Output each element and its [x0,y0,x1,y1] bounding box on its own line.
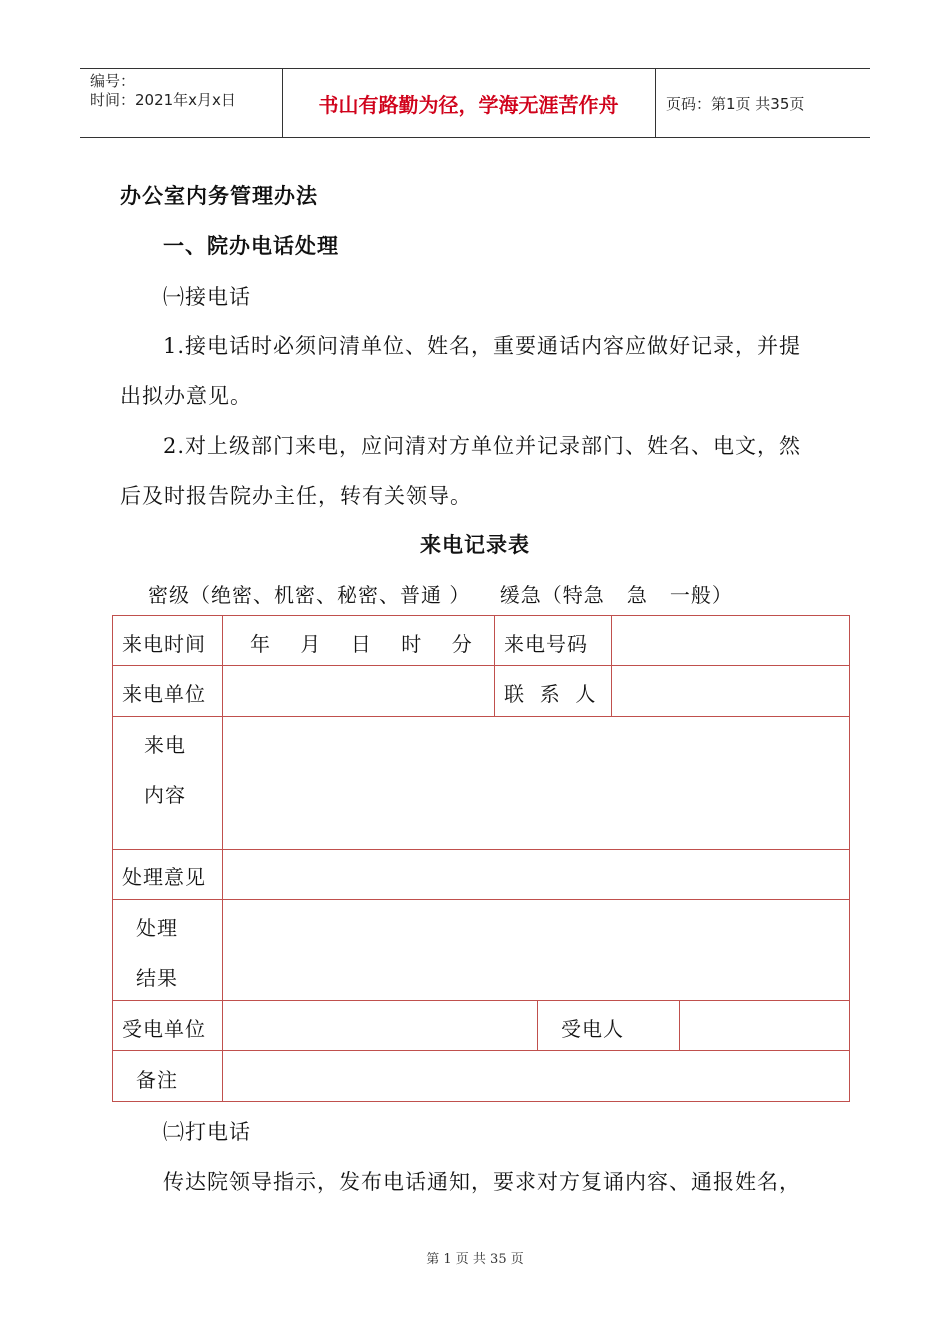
table-border [611,615,612,716]
header-time: 时间：2021年x月x日 [90,91,236,109]
call-record-table [112,615,850,1102]
paragraph-line: 2.对上级部门来电，应问清对方单位并记录部门、姓名、电文，然 [163,434,802,458]
table-border [222,615,223,1102]
table-border [537,1000,538,1050]
classification-line: 密级（绝密、机密、秘密、普通 ） 缓急（特急 急 一般） [148,583,733,607]
header-number: 编号： [90,72,136,90]
subsection-heading: ㈡打电话 [163,1120,251,1144]
cell-call-number-label: 来电号码 [504,632,588,656]
paragraph-line: 传达院领导指示，发布电话通知，要求对方复诵内容、通报姓名， [163,1170,801,1194]
cell-caller-unit-label: 来电单位 [122,682,206,706]
page-footer: 第 1 页 共 35 页 [426,1252,524,1267]
section-heading: 一、院办电话处理 [163,234,339,258]
cell-call-time-label: 来电时间 [122,632,206,656]
cell-result-label: 结果 [136,966,178,990]
cell-receiver-label: 受电人 [561,1017,624,1041]
paragraph-line: 出拟办意见。 [120,384,252,408]
cell-receiver-unit-label: 受电单位 [122,1017,206,1041]
cell-content-label: 内容 [144,783,186,807]
table-border [112,615,113,1102]
table-border [679,1000,680,1050]
subsection-heading: ㈠接电话 [163,285,251,309]
header-meta [90,72,236,110]
cell-remark-label: 备注 [136,1068,178,1092]
cell-contact-label: 联 系 人 [504,682,597,706]
cell-result-label: 处理 [136,916,178,940]
paragraph-line: 后及时报告院办主任，转有关领导。 [120,484,472,508]
paragraph-line: 1.接电话时必须问清单位、姓名，重要通话内容应做好记录，并提 [163,334,802,358]
table-title: 来电记录表 [420,533,530,557]
header-page-info: 页码：第1页 共35页 [666,94,805,113]
header-divider [655,69,656,137]
table-border [494,615,495,716]
header-motto: 书山有路勤为径，学海无涯苦作舟 [318,92,619,117]
table-border [849,615,850,1102]
document-title: 办公室内务管理办法 [120,184,318,208]
cell-call-time-value: 年 月 日 时 分 [250,632,473,656]
page-header [80,68,870,138]
cell-opinion-label: 处理意见 [122,865,206,889]
cell-content-label: 来电 [144,733,186,757]
